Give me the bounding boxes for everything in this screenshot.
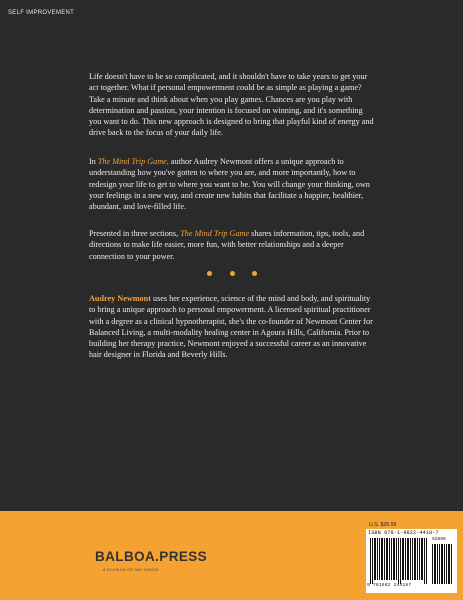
divider-dot <box>230 271 235 276</box>
book-title-inline: The Mind Trip Game <box>180 229 250 238</box>
intro-paragraph: Life doesn't have to be so complicated, and it shouldn't have to take years to get your act together. What if personal empowerment could be as simple as playing a game? Take a minute and think about when you play games. Chances are you play with determination and passion, your intention is focused on winning, and it's something you want to do. This new approach is designed to bring that playful kind of energy and drive back to the focus of your daily life. <box>89 72 374 138</box>
publisher-imprint: A DIVISION OF HAY HOUSE <box>103 568 159 572</box>
author-bio <box>89 293 376 361</box>
author-name: Audrey Newmont <box>89 294 151 303</box>
divider-dot <box>252 271 257 276</box>
barcode-addon: 52699 <box>432 537 446 542</box>
isbn-label: ISBN 978-1-9822-4418-7 <box>368 530 439 536</box>
barcode <box>366 529 457 593</box>
sections-prefix: Presented in three sections, <box>89 229 181 238</box>
approach-paragraph <box>89 156 376 212</box>
barcode-digits: 9 781982 244187 <box>367 583 412 588</box>
sections-paragraph <box>89 228 376 262</box>
section-divider <box>207 268 257 278</box>
approach-text: author Audrey Newmont offers a unique approach to understanding how you've gotten to where you are, and more importantly, how to redesign your life to get to where you want to be. You will change your thinking, own your feelings in a new way, and create new habits that facilitate a happier, healthier, abundant, and love-filled life. <box>89 157 370 212</box>
sections-text: shares information, tips, tools, and directions to make life easier, more fun, with better relationships and a deeper connection to your power. <box>89 229 365 261</box>
price-label: U.S. $26.99 <box>369 522 397 528</box>
barcode-bars <box>370 538 454 584</box>
approach-prefix: In <box>89 157 98 166</box>
category-label: SELF IMPROVEMENT <box>8 10 75 16</box>
divider-dot <box>207 271 212 276</box>
author-bio-text: uses her experience, science of the mind and body, and spirituality to bring a unique approach to personal empowerment. A licensed spiritual practitioner with a degree as a clinical hypnotherapist, she's the co-founder of Newmont Center for Balanced Living, a multi-modality healing center in Agoura Hills, California. Prior to building her therapy practice, Newmont enjoyed a successful career as an innovative hair designer in Florida and Beverly Hills. <box>89 294 373 360</box>
book-title-inline: The Mind Trip Game, <box>97 157 169 166</box>
publisher-logo: BALBOA.PRESS <box>95 549 208 564</box>
